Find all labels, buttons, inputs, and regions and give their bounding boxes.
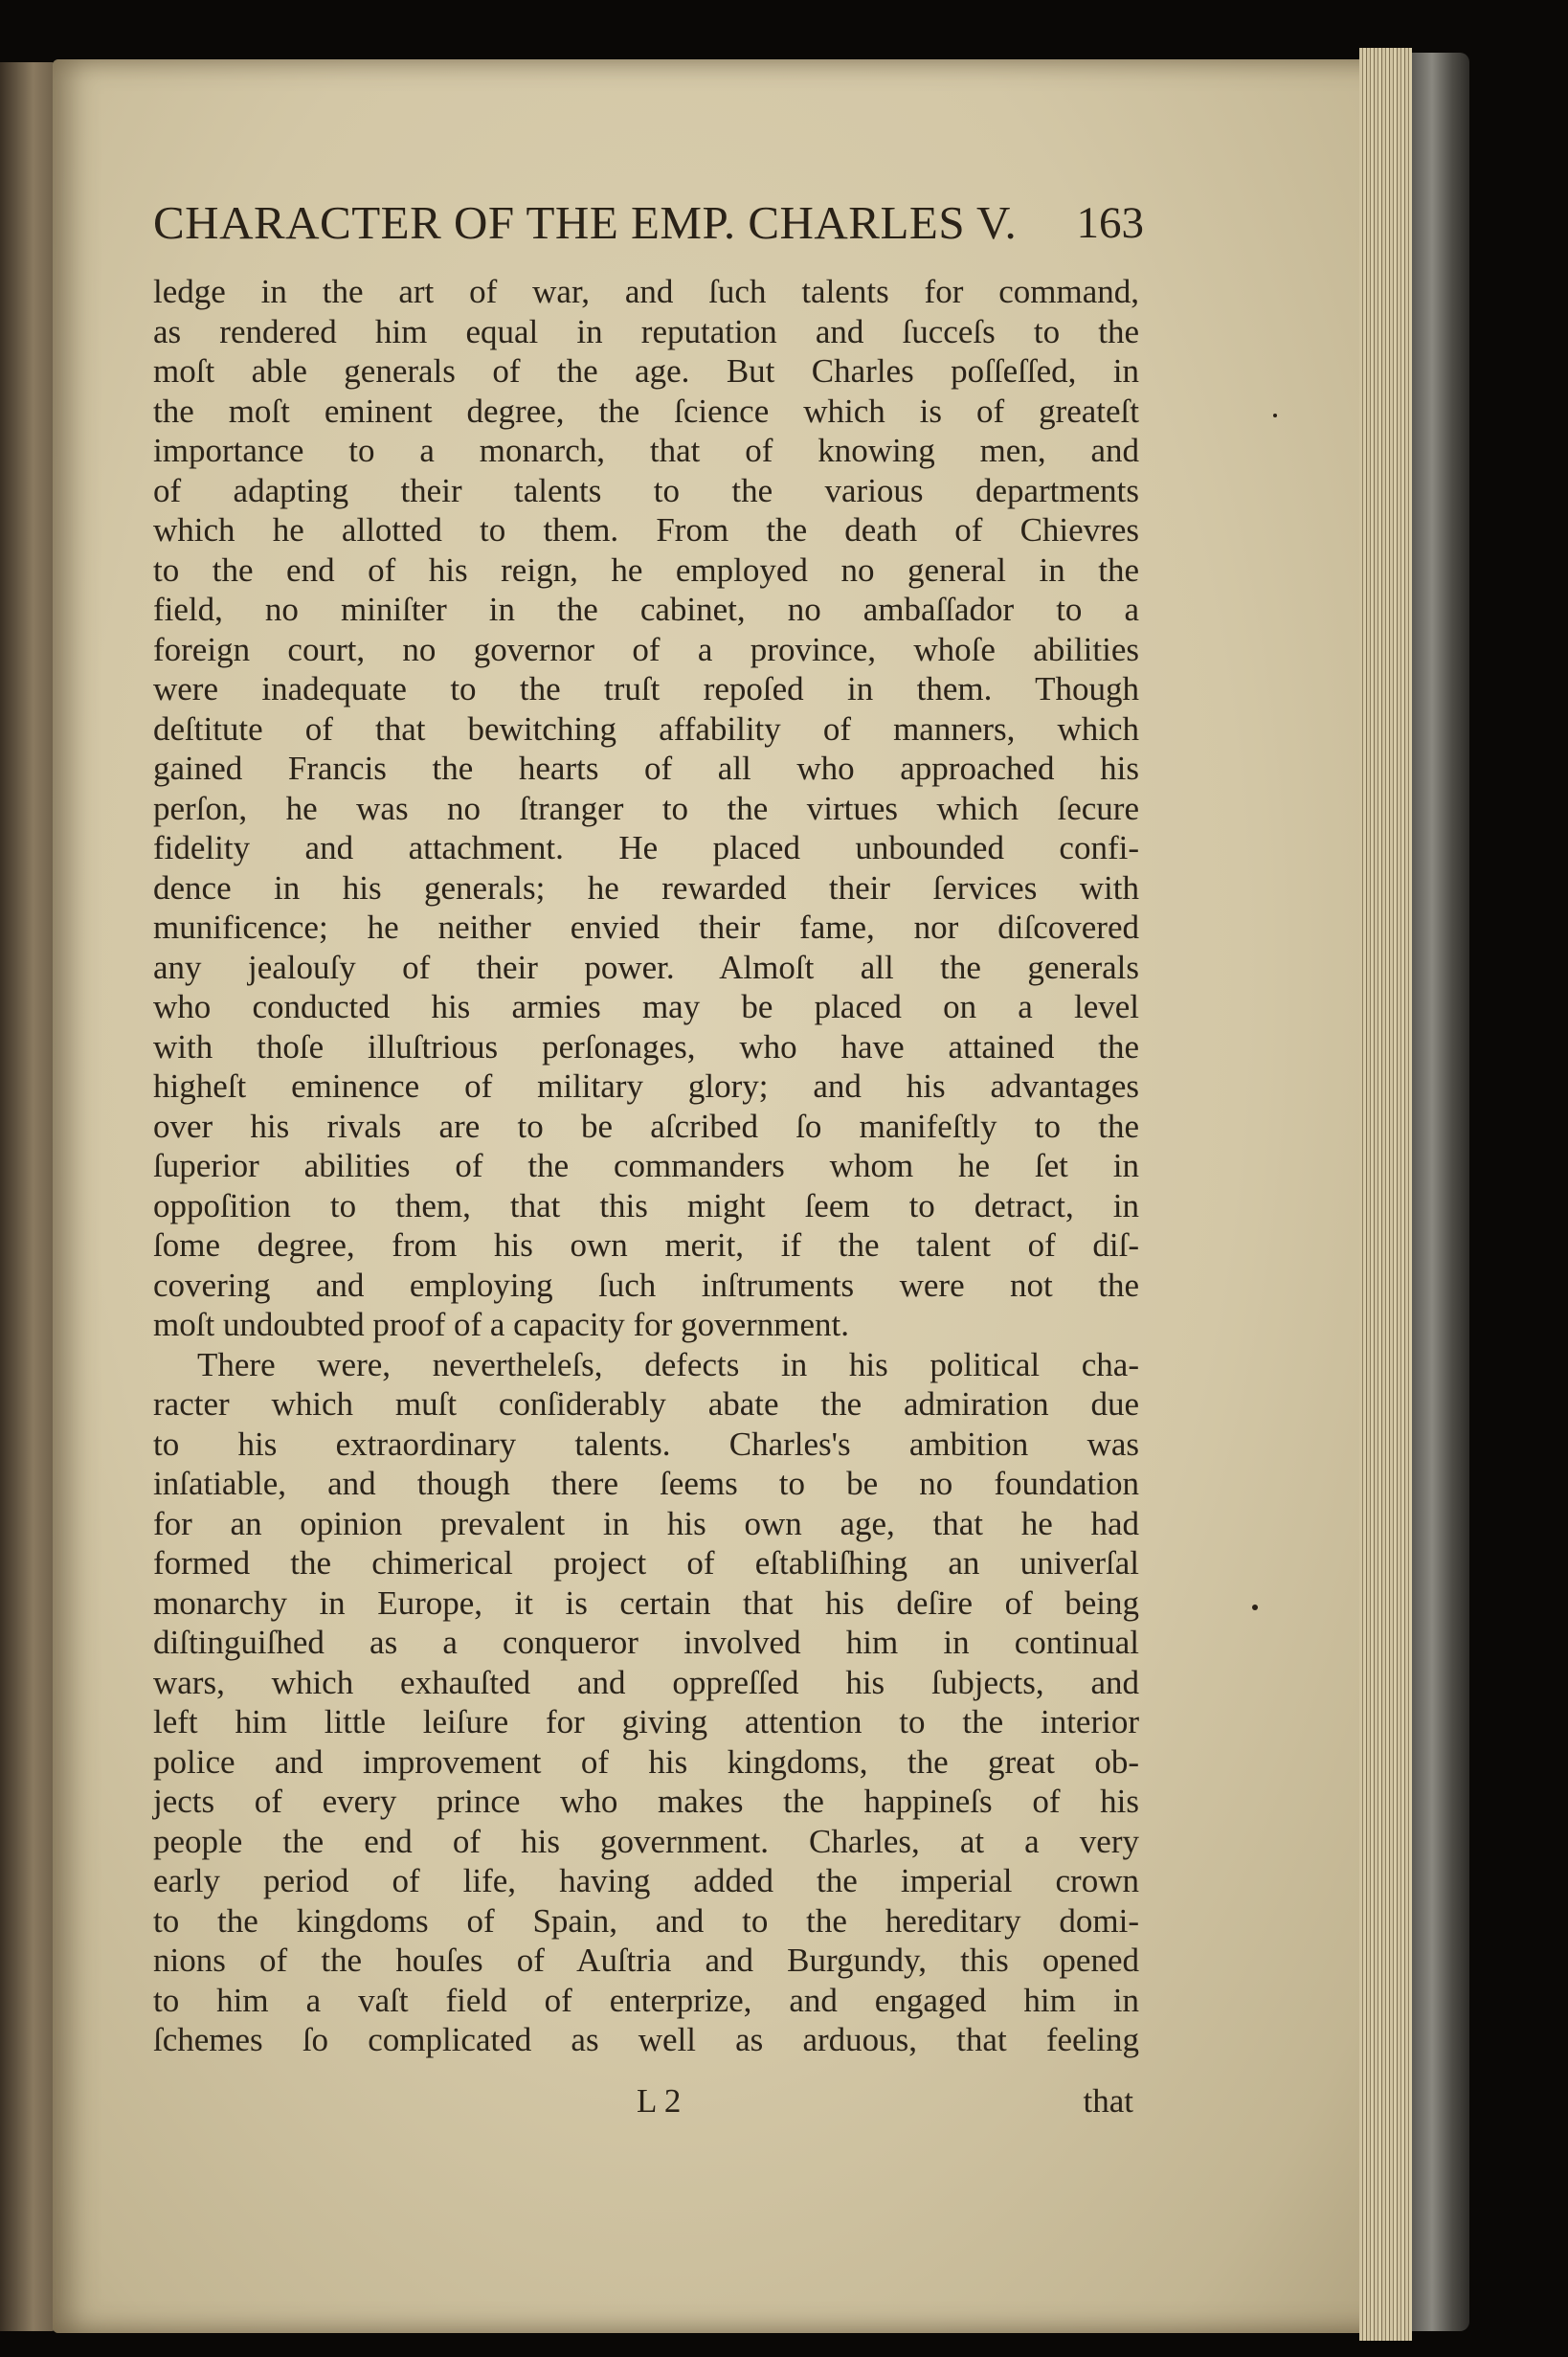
text-line: to the end of his reign, he employed no general in the — [153, 550, 1139, 589]
text-line: oppoſition to them, that this might ſeem to detract, in — [153, 1186, 1139, 1224]
text-line: field, no miniſter in the cabinet, no ambaſſador to a — [153, 591, 1139, 628]
text-line: importance to a monarch, that of knowing men, and — [153, 432, 1139, 469]
text-line: who conducted his armies may be placed on a level — [153, 988, 1139, 1025]
text-line: formed the chimerical project of eſtabliſhing an univerſal — [153, 1544, 1139, 1582]
text-line: gained Francis the hearts of all who approached his — [153, 750, 1139, 787]
body-text — [153, 272, 1139, 2060]
text-line: wars, which exhauſted and oppreſſed his ſubjects, and — [153, 1663, 1139, 1701]
text-line: to the kingdoms of Spain, and to the hereditary domi- — [153, 1901, 1139, 1940]
text-line: to his extraordinary talents. Charles's ambition was — [153, 1425, 1139, 1463]
text-line: as rendered him equal in reputation and ſucceſs to the — [153, 312, 1139, 350]
text-line: diſtinguiſhed as a conqueror involved him in continual — [153, 1624, 1139, 1661]
paragraph-start-line: There were, nevertheleſs, defects in his political cha- — [197, 1345, 1139, 1383]
page-block-edges — [1359, 48, 1412, 2341]
text-line: people the end of his government. Charles, at a very — [153, 1822, 1139, 1860]
text-line: higheſt eminence of military glory; and his advantages — [153, 1067, 1139, 1105]
page-footer — [153, 2082, 1139, 2124]
text-line: the moſt eminent degree, the ſcience which is of greateſt — [153, 392, 1139, 430]
text-line: racter which muſt conſiderably abate the admiration due — [153, 1385, 1139, 1423]
text-line: any jealouſy of their power. Almoſt all the generals — [153, 948, 1139, 986]
text-line: ledge in the art of war, and ſuch talents for command, — [153, 273, 1139, 310]
ink-speck — [1273, 414, 1277, 417]
text-line: inſatiable, and though there ſeems to be no foundation — [153, 1465, 1139, 1502]
text-line: jects of every prince who makes the happineſs of his — [153, 1783, 1139, 1820]
text-line: police and improvement of his kingdoms, the great ob- — [153, 1742, 1139, 1781]
text-line: dence in his generals; he rewarded their ſervices with — [153, 868, 1139, 907]
text-line: ſchemes ſo complicated as well as arduous, that feeling — [153, 2021, 1139, 2058]
text-line: foreign court, no governor of a province, whoſe abilities — [153, 630, 1139, 668]
text-line: moſt undoubted proof of a capacity for government. — [153, 1306, 850, 1343]
text-line: early period of life, having added the imperial crown — [153, 1862, 1139, 1899]
page-number: 163 — [1076, 198, 1144, 248]
text-line: with thoſe illuſtrious perſonages, who have attained the — [153, 1027, 1139, 1066]
text-line: deſtitute of that bewitching affability of manners, which — [153, 709, 1139, 748]
text-line: covering and employing ſuch inſtruments were not the — [153, 1266, 1139, 1304]
text-line: munificence; he neither envied their fame, nor diſcovered — [153, 909, 1139, 946]
signature-mark: L 2 — [637, 2082, 682, 2120]
text-line: were inadequate to the truſt repoſed in them. Though — [153, 670, 1139, 707]
text-line: for an opinion prevalent in his own age, that he had — [153, 1504, 1139, 1542]
book-cover-edge — [1412, 53, 1469, 2331]
text-line: to him a vaſt field of enterprize, and engaged him in — [153, 1981, 1139, 2019]
running-title: CHARACTER OF THE EMP. CHARLES V. — [153, 196, 1018, 249]
text-line: left him little leiſure for giving attention to the interior — [153, 1703, 1139, 1740]
text-line: which he allotted to them. From the death of Chievres — [153, 511, 1139, 549]
page-header — [153, 191, 1144, 258]
text-line: moſt able generals of the age. But Charles poſſeſſed, in — [153, 352, 1139, 390]
text-line: perſon, he was no ſtranger to the virtues which ſecure — [153, 789, 1139, 827]
text-line: ſuperior abilities of the commanders whom he ſet in — [153, 1147, 1139, 1184]
text-line: of adapting their talents to the various departments — [153, 471, 1139, 509]
text-line: fidelity and attachment. He placed unbounded confi- — [153, 829, 1139, 866]
text-line: monarchy in Europe, it is certain that his deſire of being — [153, 1583, 1139, 1622]
text-line: ſome degree, from his own merit, if the talent of diſ- — [153, 1226, 1139, 1264]
previous-page-edge — [0, 62, 56, 2331]
catchword: that — [1083, 2082, 1133, 2120]
text-line: nions of the houſes of Auſtria and Burgundy, this opened — [153, 1942, 1139, 1979]
ink-speck — [1252, 1605, 1258, 1610]
text-line: over his rivals are to be aſcribed ſo manifeſtly to the — [153, 1107, 1139, 1145]
